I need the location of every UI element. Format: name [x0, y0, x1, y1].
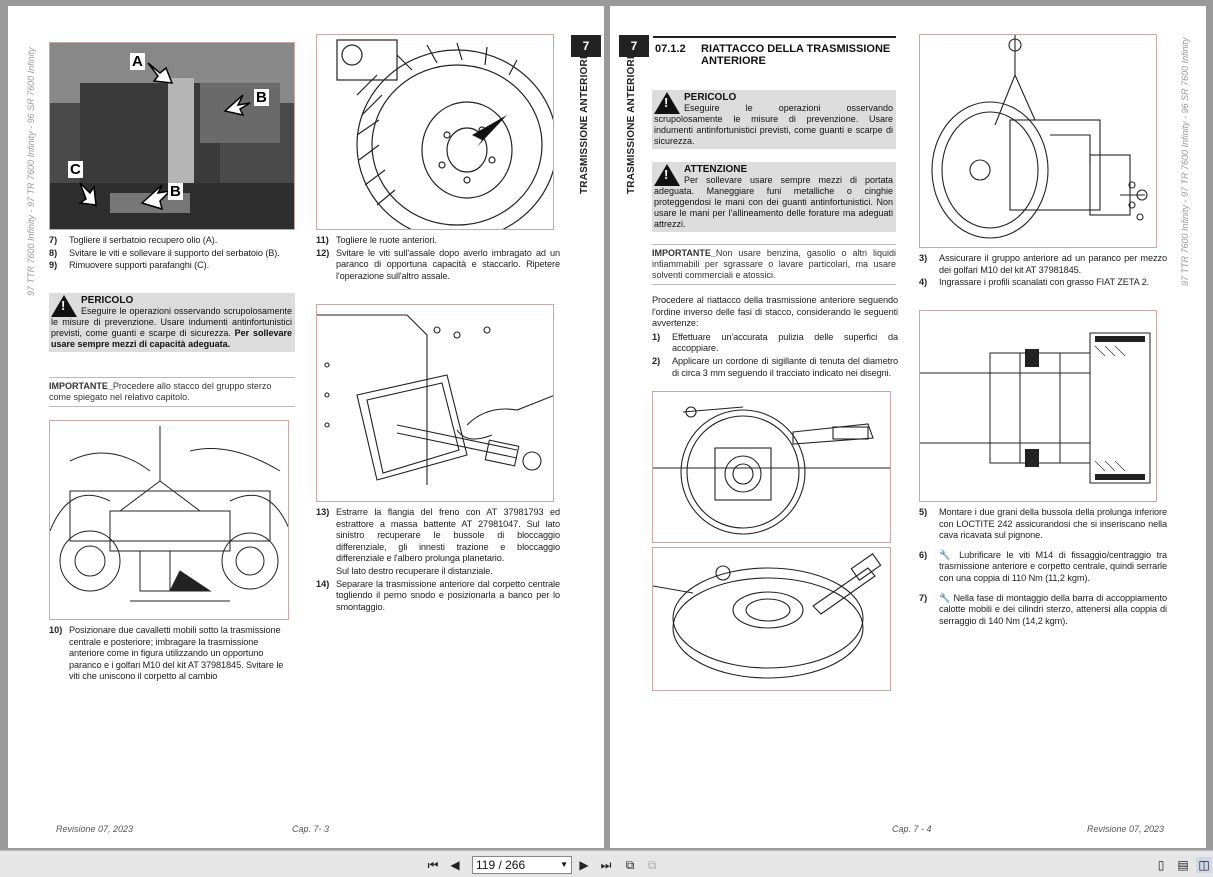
step-item: Sul lato destro recuperare il distanziale. [336, 565, 493, 576]
first-page-icon[interactable]: ⏮ [427, 857, 439, 872]
step-item: 12) Svitare le viti sull'assale dopo averlo imbragato ad un paranco di opportuna capacità e staccarlo. Ripetere l'operazione sull'altro assale. [316, 247, 560, 281]
drawing-sealant-1 [653, 392, 891, 543]
steps-7-9 [49, 235, 295, 273]
figure-lifting-transmission [49, 420, 289, 620]
label-a: A [132, 53, 143, 70]
label-b-2: B [170, 183, 181, 200]
drawing-wheel [317, 35, 554, 230]
step-item: 2) Applicare un cordone di sigillante di tenuta del diametro di circa 3 mm seguendo il tracciato indicato nei disegni. [652, 355, 898, 378]
chapter-tab-title: TRASMISSIONE ANTERIORE [579, 52, 590, 194]
drawing-hoisted-group [920, 35, 1157, 248]
left-page [8, 6, 604, 848]
dropdown-arrow-icon: ▼ [560, 860, 568, 869]
two-page-view-icon[interactable]: ◫ [1196, 857, 1212, 873]
torque-wrench-icon: 🔧 [939, 549, 954, 560]
figure-sealant-path-1 [652, 391, 891, 543]
step-10 [49, 625, 295, 684]
single-page-view-icon[interactable]: ▯ [1157, 858, 1165, 872]
step-item: 3) Assicurare il gruppo anteriore ad un paranco per mezzo dei golfari M10 del kit AT 37981845. [919, 253, 1167, 275]
figure-oil-tank [49, 42, 295, 230]
drawing-section-bushing [920, 311, 1157, 502]
intro-text: Procedere al riattacco della trasmissione anteriore seguendo l'ordine inverso delle fasi di stacco, considerando le seguenti avvertenze: [652, 295, 898, 329]
chapter-tab-title: TRASMISSIONE ANTERIORE [626, 52, 637, 194]
next-page-icon[interactable]: ▶ [579, 858, 589, 872]
drawing-sealant-2 [653, 548, 891, 691]
chapter-tab-number: 7 [619, 35, 649, 57]
warning-triangle-icon [51, 295, 77, 317]
footer-page-number: Cap. 7- 3 [292, 824, 330, 834]
chapter-tab-number: 7 [571, 35, 601, 57]
previous-page-icon[interactable]: ◀ [450, 858, 460, 872]
photo-oil-tank [50, 43, 295, 230]
step-item: 4) Ingrassare i profili scanalati con grasso FIAT ZETA 2. [919, 277, 1150, 288]
section-title: RIATTACCO DELLA TRASMISSIONE ANTERIORE [701, 43, 891, 67]
danger-warning: ! PERICOLO Eseguire le operazioni osservando scrupolosamente le misure di prevenzione. Usare indumenti antinfortunistici previsti, come guanti e scarpe di sicurezza. [652, 90, 896, 149]
section-rule [653, 36, 896, 38]
step-item: 9) Rimuovere supporti parafanghi (C). [49, 260, 210, 271]
figure-section-bushing [919, 310, 1157, 502]
step-item: 8) Svitare le viti e sollevare il supporto del serbatoio (B). [49, 247, 280, 258]
important-note: IMPORTANTE_Procedere allo stacco del gruppo sterzo come spiegato nel relativo capitolo. [49, 377, 295, 407]
figure-hoisted-front-group [919, 34, 1157, 248]
steps-13-14 [316, 507, 560, 614]
step-item: 6) 🔧 Lubrificare le viti M14 di fissaggio/centraggio tra trasmissione anteriore e corpetto centrale, quindi serrarle con una coppia di 110 Nm (11,2 kgm). [919, 549, 1167, 583]
label-b-1: B [256, 89, 267, 106]
reassembly-intro [652, 295, 898, 380]
steps-11-12 [316, 235, 560, 283]
step-item: 13) Estrarre la flangia del freno con AT 37981793 ed estrattore a massa battente AT 27981047. Sul lato sinistro recuperare le bussole di bloccaggio differenziale, gli innesti trazione e bloccaggio differenziale e l'albero prolunga planetario. [316, 507, 560, 564]
steps-5-7 [919, 507, 1167, 628]
attention-warning: ! ATTENZIONE Per sollevare usare sempre mezzi di portata adeguata. Maneggiare funi metalliche o cinghie proteggendosi le mani con dei guanti antinfortunistici. Non usare le mani per l'allineamento delle forature ma adeguati attrezzi. [652, 162, 896, 232]
warning-triangle-icon [654, 164, 680, 186]
figure-wheel [316, 34, 554, 230]
step-item: 11) Togliere le ruote anteriori. [316, 235, 437, 245]
section-number: 07.1.2 [655, 43, 686, 55]
footer-page-number: Cap. 7 - 4 [892, 824, 932, 834]
page-indicator: 119 / 266 [476, 858, 526, 872]
right-page [610, 6, 1206, 848]
drawing-extractor [317, 305, 554, 502]
step-item: 14) Separare la trasmissione anteriore dal corpetto centrale togliendo il perno snodo e posizionarla a banco per lo smontaggio. [316, 578, 560, 612]
continuous-view-icon[interactable]: ▤ [1177, 858, 1189, 872]
step-item: 7) 🔧 Nella fase di montaggio della barra di accoppiamento calotte mobili e dei cilindri sterzo, attenersi alla coppia di serraggio di 140 Nm (14,2 kgm). [919, 592, 1167, 626]
footer-revision: Revisione 07, 2023 [1087, 824, 1165, 834]
step-item: 5) Montare i due grani della bussola della prolunga inferiore con LOCTITE 242 assicurandosi che si inseriscano nella cava ricavata sul pignone. [919, 507, 1167, 541]
danger-warning: ! PERICOLO Eseguire le operazioni osservando scrupolosamente le misure di prevenzione. Usare indumenti antinfortunistici previsti, come guanti e scarpe di sicurezza. Per sollevare usare sempre mezzi di capacità adeguata. [49, 293, 295, 352]
figure-sealant-path-2 [652, 547, 891, 691]
side-label: 97 TTR 7600 Infinity - 97 TR 7600 Infinity - 96 SR 7600 Infinity [1180, 37, 1190, 286]
drawing-lifting-transmission [50, 421, 289, 620]
important-note: IMPORTANTE_Non usare benzina, gasolio o altri liquidi infiammabili per sgrassare o lavare particolari, ma usare solventi commerciali e atossici. [652, 244, 896, 285]
copy-view-icon[interactable]: ⧉ [647, 857, 657, 872]
figure-brake-flange-extractor [316, 304, 554, 502]
page-selector[interactable] [472, 856, 572, 874]
steps-3-4 [919, 253, 1167, 290]
step-item: 10) Posizionare due cavalletti mobili sotto la trasmissione centrale e posteriore; imbragare la trasmissione anteriore come in figura utilizzando un opportuno paranco e i golfari M10 del kit AT 37981845. Svitare le viti che uniscono il corpetto al cambio [49, 625, 284, 682]
side-label: 97 TTR 7600 Infinity - 97 TR 7600 Infinity - 96 SR 7600 Infinity [26, 47, 36, 296]
footer-revision: Revisione 07, 2023 [56, 824, 134, 834]
label-c: C [70, 161, 81, 178]
rotate-view-icon[interactable]: ⧉ [625, 857, 635, 872]
viewer-toolbar [0, 850, 1213, 877]
step-item: 1) Effettuare un'accurata pulizia delle superfici da accoppiare. [652, 331, 898, 354]
warning-triangle-icon [654, 92, 680, 114]
step-item: 7) Togliere il serbatoio recupero olio (A). [49, 235, 218, 245]
last-page-icon[interactable]: ⏭ [600, 857, 612, 872]
torque-wrench-icon: 🔧 [939, 592, 951, 603]
